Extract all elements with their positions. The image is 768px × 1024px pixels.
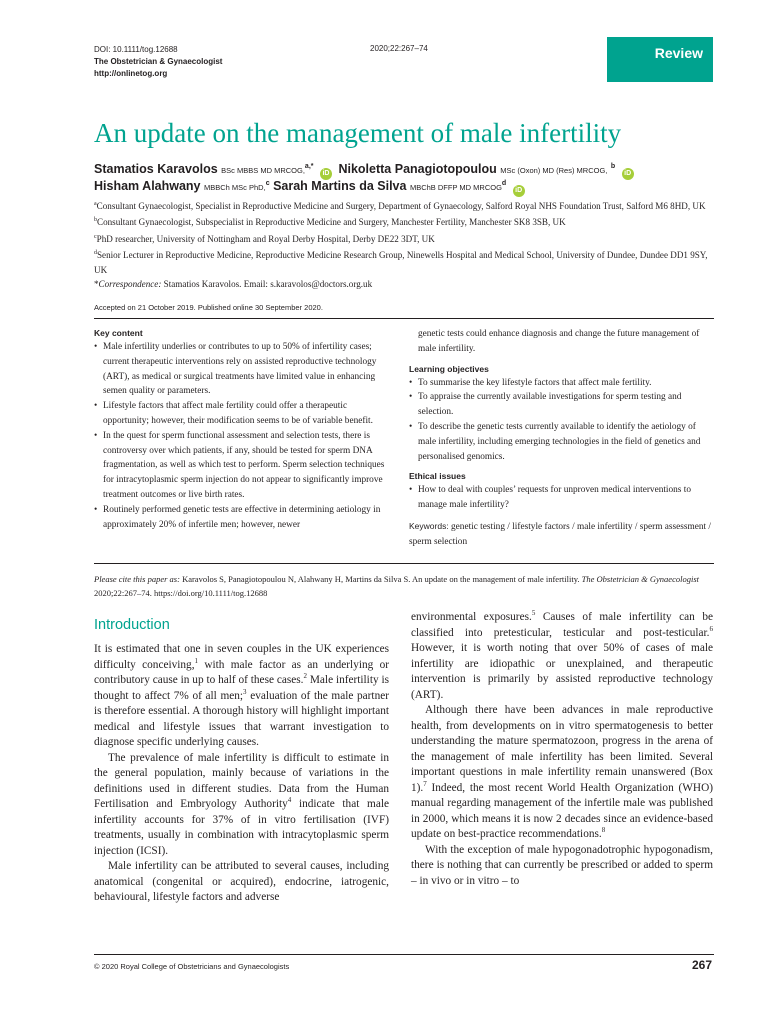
list-item: • To summarise the key lifestyle factors that affect male fertility. xyxy=(409,376,715,391)
journal-header xyxy=(94,44,222,80)
learning-objectives-heading: Learning objectives xyxy=(409,363,489,374)
body-text: Causes of male infertility can be classified into pretesticular, testicular and post-testicular. xyxy=(411,611,713,639)
body-text: However, it is worth noting that over 50% of cases of male infertility are idiopathic or unexplained, and therapeutic intervention is primarily by assisted reproductive technology (ART). xyxy=(411,642,713,701)
author-name: Stamatios Karavolos xyxy=(94,162,218,176)
affiliation-d: $^d$Senior Lecturer in Reproductive Medicine, Reproductive Medicine Research Group, Ninewells Hospital and Medical School, University of Dundee, Dundee DD1 9SY, UK xyxy=(94,250,708,275)
orcid-icon[interactable]: iD xyxy=(320,168,332,180)
footer-divider xyxy=(94,954,714,955)
body-text: indicate that male infertility accounts for 37% of in vitro fertilisation (IVF) treatments, usually in combination with intracytoplasmic sperm injection (ICSI). xyxy=(94,798,390,857)
affiliations xyxy=(94,197,714,292)
author-affil-sup: a, xyxy=(304,162,311,170)
list-item: • Lifestyle factors that affect male fertility could offer a therapeutic opportunity; however, their modification seems to be of variable benefit. xyxy=(94,399,394,429)
list-item: • How to deal with couples’ requests for unproven medical interventions to manage male infertility? xyxy=(409,483,715,513)
reference-marker[interactable]: 4 xyxy=(287,796,292,805)
section-badge xyxy=(607,37,713,82)
body-paragraph xyxy=(94,859,389,906)
author-name: Sarah Martins da Silva xyxy=(273,179,407,193)
cite-label: Please cite this paper as: xyxy=(94,574,180,584)
affiliation-a: $^a$Consultant Gynaecologist, Specialist in Reproductive Medicine and Surgery, Department of Gynaecology, Salford Royal NHS Foundation Trust, Salford M6 8HD, UK xyxy=(94,201,706,212)
body-text: With the exception of male hypogonadotrophic hypogonadism, there is nothing that can currently be prescribed or added to sperm – in vivo or in vitro – to xyxy=(411,843,713,887)
affiliation-b: $^b$Consultant Gynaecologist, Subspecialist in Reproductive Medicine and Surgery, Manchester Fertility, Manchester SK8 3SB, UK xyxy=(94,217,566,228)
body-text: The prevalence of male infertility is difficult to estimate in the general population, mainly because of variations in the definitions used in different studies. Data from the Human Fertilisation and Embryology Authority xyxy=(94,751,389,810)
cite-journal: The Obstetrician & Gynaecologist xyxy=(581,574,699,584)
reference-marker[interactable]: 6 xyxy=(709,624,713,633)
reference-marker[interactable]: 7 xyxy=(423,779,427,788)
cite-ref[interactable]: 2020;22:267–74. https://doi.org/10.1111/tog.12688 xyxy=(94,587,268,598)
body-column-left xyxy=(94,642,389,906)
reference-marker[interactable]: 1 xyxy=(194,656,199,665)
author-name: Hisham Alahwany xyxy=(94,179,201,193)
list-item: • Routinely performed genetic tests are effective in determining aetiology in approximately 20% of infertile men; however, newer xyxy=(94,503,394,533)
ethical-issues-heading: Ethical issues xyxy=(409,471,466,482)
keywords-label: Keywords: xyxy=(409,520,449,531)
accepted-date: Accepted on 21 October 2019. Published online 30 September 2020. xyxy=(94,303,323,312)
orcid-icon[interactable]: iD xyxy=(513,185,525,197)
list-item: • To appraise the currently available investigations for sperm testing and selection. xyxy=(409,390,715,420)
correspondence: *Correspondence: Stamatios Karavolos. Email: s.karavolos@doctors.org.uk xyxy=(94,279,373,290)
page-number: 267 xyxy=(691,958,712,972)
cite-as xyxy=(94,573,714,600)
keywords xyxy=(409,519,715,550)
doi-link[interactable]: DOI: 10.1111/tog.12688 xyxy=(94,45,178,54)
learning-objectives-list xyxy=(409,376,715,465)
body-text: with male factor as an underlying or contributory cause in up to half of these cases. xyxy=(94,658,389,686)
body-paragraph xyxy=(94,642,389,751)
key-content-continued: genetic tests could enhance diagnosis and change the future management of male infertility. xyxy=(418,329,700,354)
body-text: Although there have been advances in male reproductive health, from developments on in vitro spermatogenesis to better understanding the mature spermatozoon, progress in the arena of the management of male infertility has been limited. Several important questions in male infertility remain unanswered (Box 1). xyxy=(411,704,713,794)
body-text: environmental exposures. xyxy=(411,611,532,623)
body-text: It is estimated that one in seven couples in the UK experiences difficulty conceiving, xyxy=(94,643,389,671)
footer-copyright: © 2020 Royal College of Obstetricians and Gynaecologists xyxy=(94,962,290,971)
list-item: • In the quest for sperm functional assessment and selection tests, there is controversy over which patients, if any, should be tested for sperm DNA fragmentation, as well as which test to perform. Sperm selection techniques for intracytoplasmic sperm injection do not appear to significantly improve treatment outcomes or live birth rates. xyxy=(94,429,394,503)
reference-marker[interactable]: 5 xyxy=(531,609,536,618)
author-line-1 xyxy=(94,162,724,180)
author-credentials: MBChB DFFP MD MRCOG xyxy=(409,183,502,192)
reference-marker[interactable]: 8 xyxy=(601,826,606,835)
key-content-box xyxy=(94,327,394,532)
author-affil-sup: b xyxy=(610,162,616,170)
body-paragraph xyxy=(411,703,713,843)
body-text: Male infertility can be attributed to several causes, including anatomical (congenital or acquired), endocrine, iatrogenic, behavioural, lifestyle factors and adverse xyxy=(94,860,389,903)
body-column-right xyxy=(411,610,713,889)
body-paragraph xyxy=(94,751,389,860)
body-paragraph xyxy=(411,843,713,890)
author-credentials: MBBCh MSc PhD, xyxy=(204,183,266,192)
cite-text: Karavolos S, Panagiotopoulou N, Alahwany H, Martins da Silva S. An update on the management of male infertility. xyxy=(182,574,580,584)
orcid-icon[interactable]: iD xyxy=(622,168,634,180)
author-credentials: BSc MBBS MD MRCOG, xyxy=(221,166,305,175)
article-title: An update on the management of male infertility xyxy=(94,118,622,148)
body-text: evaluation of the male partner is therefore essential. A thorough history will highlight important medical and lifestyle issues that warrant investigation to diagnose specific underlying causes. xyxy=(94,689,389,748)
affiliation-c: $^c$PhD researcher, University of Nottingham and Royal Derby Hospital, Derby DE22 3DT, UK xyxy=(94,233,435,244)
reference-marker[interactable]: 3 xyxy=(243,687,247,696)
journal-url[interactable]: http://onlinetog.org xyxy=(94,69,168,78)
key-content-heading: Key content xyxy=(94,328,143,338)
body-text: Indeed, the most recent World Health Organization (WHO) manual regarding management of the infertile male was published in 2000, which means it is now 2 decades since an evidence-based update on best-practice recommendations. xyxy=(411,781,713,840)
header-citation: 2020;22:267–74 xyxy=(370,44,428,53)
journal-name: The Obstetrician & Gynaecologist xyxy=(94,57,223,66)
ethical-issues-list xyxy=(409,483,715,513)
list-item: • To describe the genetic tests currently available to identify the aetiology of male infertility, including emerging technologies in the field of genetics and personalised genomics. xyxy=(409,420,715,464)
body-paragraph xyxy=(411,610,713,703)
summary-right-column xyxy=(409,327,715,550)
body-text: Male infertility is thought to affect 7% of all men; xyxy=(94,674,389,702)
divider xyxy=(94,563,714,564)
author-affil-sup: c xyxy=(265,179,270,187)
section-heading-introduction: Introduction xyxy=(94,617,170,633)
list-item: • Male infertility underlies or contributes to up to 50% of infertility cases; current therapeutic interventions rely on assisted reproductive technology (ART), as medical or surgical treatments have limited value in enhancing semen quality or parameters. xyxy=(94,340,394,399)
author-line-2 xyxy=(94,179,724,197)
author-name: Nikoletta Panagiotopoulou xyxy=(338,162,497,176)
key-content-list xyxy=(94,340,394,532)
keywords-text: genetic testing / lifestyle factors / male infertility / sperm assessment / sperm selection xyxy=(409,521,712,547)
divider xyxy=(94,318,714,319)
author-corresponding-mark: * xyxy=(310,162,314,170)
reference-marker[interactable]: 2 xyxy=(303,672,308,681)
author-credentials: MSc (Oxon) MD (Res) MRCOG, xyxy=(500,166,608,175)
section-label: Review xyxy=(654,45,703,61)
author-affil-sup: d xyxy=(501,179,507,187)
